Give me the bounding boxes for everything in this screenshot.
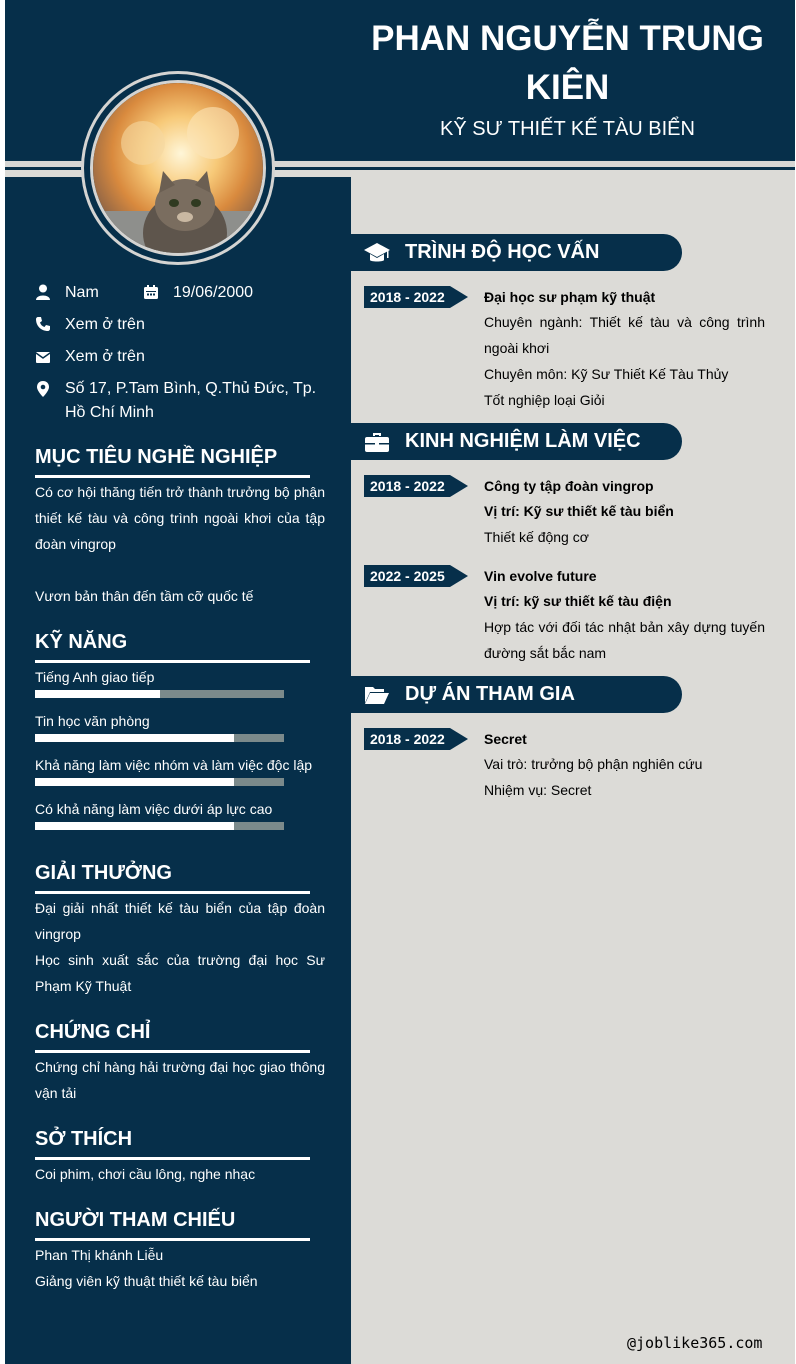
avatar <box>90 80 266 256</box>
education-title: TRÌNH ĐỘ HỌC VẤN <box>405 241 600 263</box>
date-tag <box>364 728 468 750</box>
date-tag <box>364 565 468 587</box>
email: Xem ở trên <box>65 348 145 365</box>
skill-bar-fill <box>35 778 234 786</box>
objective-text: Có cơ hội thăng tiến trở thành trưởng bộ phận thiết kế tàu và công trình ngoài khơi của tập đoàn vingrop <box>35 484 325 552</box>
date-text: 2022 - 2025 <box>370 568 445 584</box>
phone-icon <box>35 316 51 332</box>
skill-label: Tiếng Anh giao tiếp <box>35 669 155 685</box>
hobbies-title: SỞ THÍCH <box>35 1128 133 1150</box>
location-icon <box>35 381 51 397</box>
skill-label: Có khả năng làm việc dưới áp lực cao <box>35 801 273 817</box>
award-item: Đại giải nhất thiết kế tàu biển của tập đoàn vingrop <box>35 900 325 942</box>
projects-header <box>351 676 682 713</box>
reference-position: Giảng viên kỹ thuật thiết kế tàu biển <box>35 1273 258 1289</box>
skill-bar-fill <box>35 690 160 698</box>
date-tag <box>364 475 468 497</box>
awards-underline <box>35 891 310 894</box>
references-title: NGƯỜI THAM CHIẾU <box>35 1209 236 1231</box>
award-item: Học sinh xuất sắc của trường đại học Sư Phạm Kỹ Thuật <box>35 952 325 994</box>
skill-bar <box>35 734 284 742</box>
skill-label: Khả năng làm việc nhóm và làm việc độc lập <box>35 757 313 773</box>
company-name: Công ty tập đoàn vingrop <box>484 478 654 494</box>
project-task: Nhiệm vụ: Secret <box>484 782 592 798</box>
reference-name: Phan Thị khánh Liễu <box>35 1247 164 1263</box>
user-icon <box>35 284 51 300</box>
awards-title: GIẢI THƯỞNG <box>35 862 172 884</box>
birthday: 19/06/2000 <box>173 284 254 301</box>
skill-bar <box>35 690 284 698</box>
address: Số 17, P.Tam Bình, Q.Thủ Đức, Tp. Hồ Chí Minh <box>65 380 317 421</box>
date-text: 2018 - 2022 <box>370 289 445 305</box>
calendar-icon <box>143 284 159 300</box>
date-text: 2018 - 2022 <box>370 478 445 494</box>
cv-page <box>5 0 795 1364</box>
hobbies-text: Coi phim, chơi cầu lông, nghe nhạc <box>35 1166 256 1182</box>
hobbies-underline <box>35 1157 310 1160</box>
job-position: Vị trí: kỹ sư thiết kế tàu điện <box>484 593 672 609</box>
school-name: Đại học sư phạm kỹ thuật <box>484 289 656 305</box>
candidate-name: PHAN NGUYỄN TRUNG KIÊN <box>371 19 764 107</box>
education-specialty: Chuyên môn: Kỹ Sư Thiết Kế Tàu Thủy <box>484 366 729 382</box>
company-name: Vin evolve future <box>484 568 597 584</box>
job-title: KỸ SƯ THIẾT KẾ TÀU BIỂN <box>440 118 695 140</box>
email-icon <box>35 349 51 365</box>
gender: Nam <box>65 284 99 301</box>
skill-bar-fill <box>35 822 234 830</box>
date-tag <box>364 286 468 308</box>
skill-bar <box>35 778 284 786</box>
job-description: Hợp tác với đối tác nhật bản xây dựng tuyến đường sắt bắc nam <box>484 619 765 661</box>
phone: Xem ở trên <box>65 316 145 333</box>
skill-bar <box>35 822 284 830</box>
date-text: 2018 - 2022 <box>370 731 445 747</box>
job-description: Thiết kế động cơ <box>484 529 589 545</box>
education-grade: Tốt nghiệp loại Giỏi <box>484 392 605 408</box>
education-header <box>351 234 682 271</box>
skills-underline <box>35 660 310 663</box>
watermark-credit: @joblike365.com <box>627 1334 763 1352</box>
education-major: Chuyên ngành: Thiết kế tàu và công trình ngoài khơi <box>484 314 765 356</box>
references-underline <box>35 1238 310 1241</box>
certificates-title: CHỨNG CHỈ <box>35 1021 151 1043</box>
experience-title: KINH NGHIỆM LÀM VIỆC <box>405 430 641 452</box>
experience-header <box>351 423 682 460</box>
job-position: Vị trí: Kỹ sư thiết kế tàu biển <box>484 503 674 519</box>
certificate-item: Chứng chỉ hàng hải trường đại học giao thông vận tải <box>35 1059 325 1101</box>
folder-open-icon <box>364 683 390 707</box>
skill-bar-fill <box>35 734 234 742</box>
certificates-underline <box>35 1050 310 1053</box>
skill-label: Tin học văn phòng <box>35 713 150 729</box>
project-role: Vai trò: trưởng bộ phận nghiên cứu <box>484 756 703 772</box>
objective-text-2: Vươn bản thân đến tầm cỡ quốc tế <box>35 588 254 604</box>
skills-title: KỸ NĂNG <box>35 631 128 653</box>
graduation-cap-icon <box>364 241 390 265</box>
project-name: Secret <box>484 731 527 747</box>
objective-underline <box>35 475 310 478</box>
projects-title: DỰ ÁN THAM GIA <box>405 683 575 705</box>
objective-title: MỤC TIÊU NGHỀ NGHIỆP <box>35 446 278 468</box>
briefcase-icon <box>364 430 390 454</box>
